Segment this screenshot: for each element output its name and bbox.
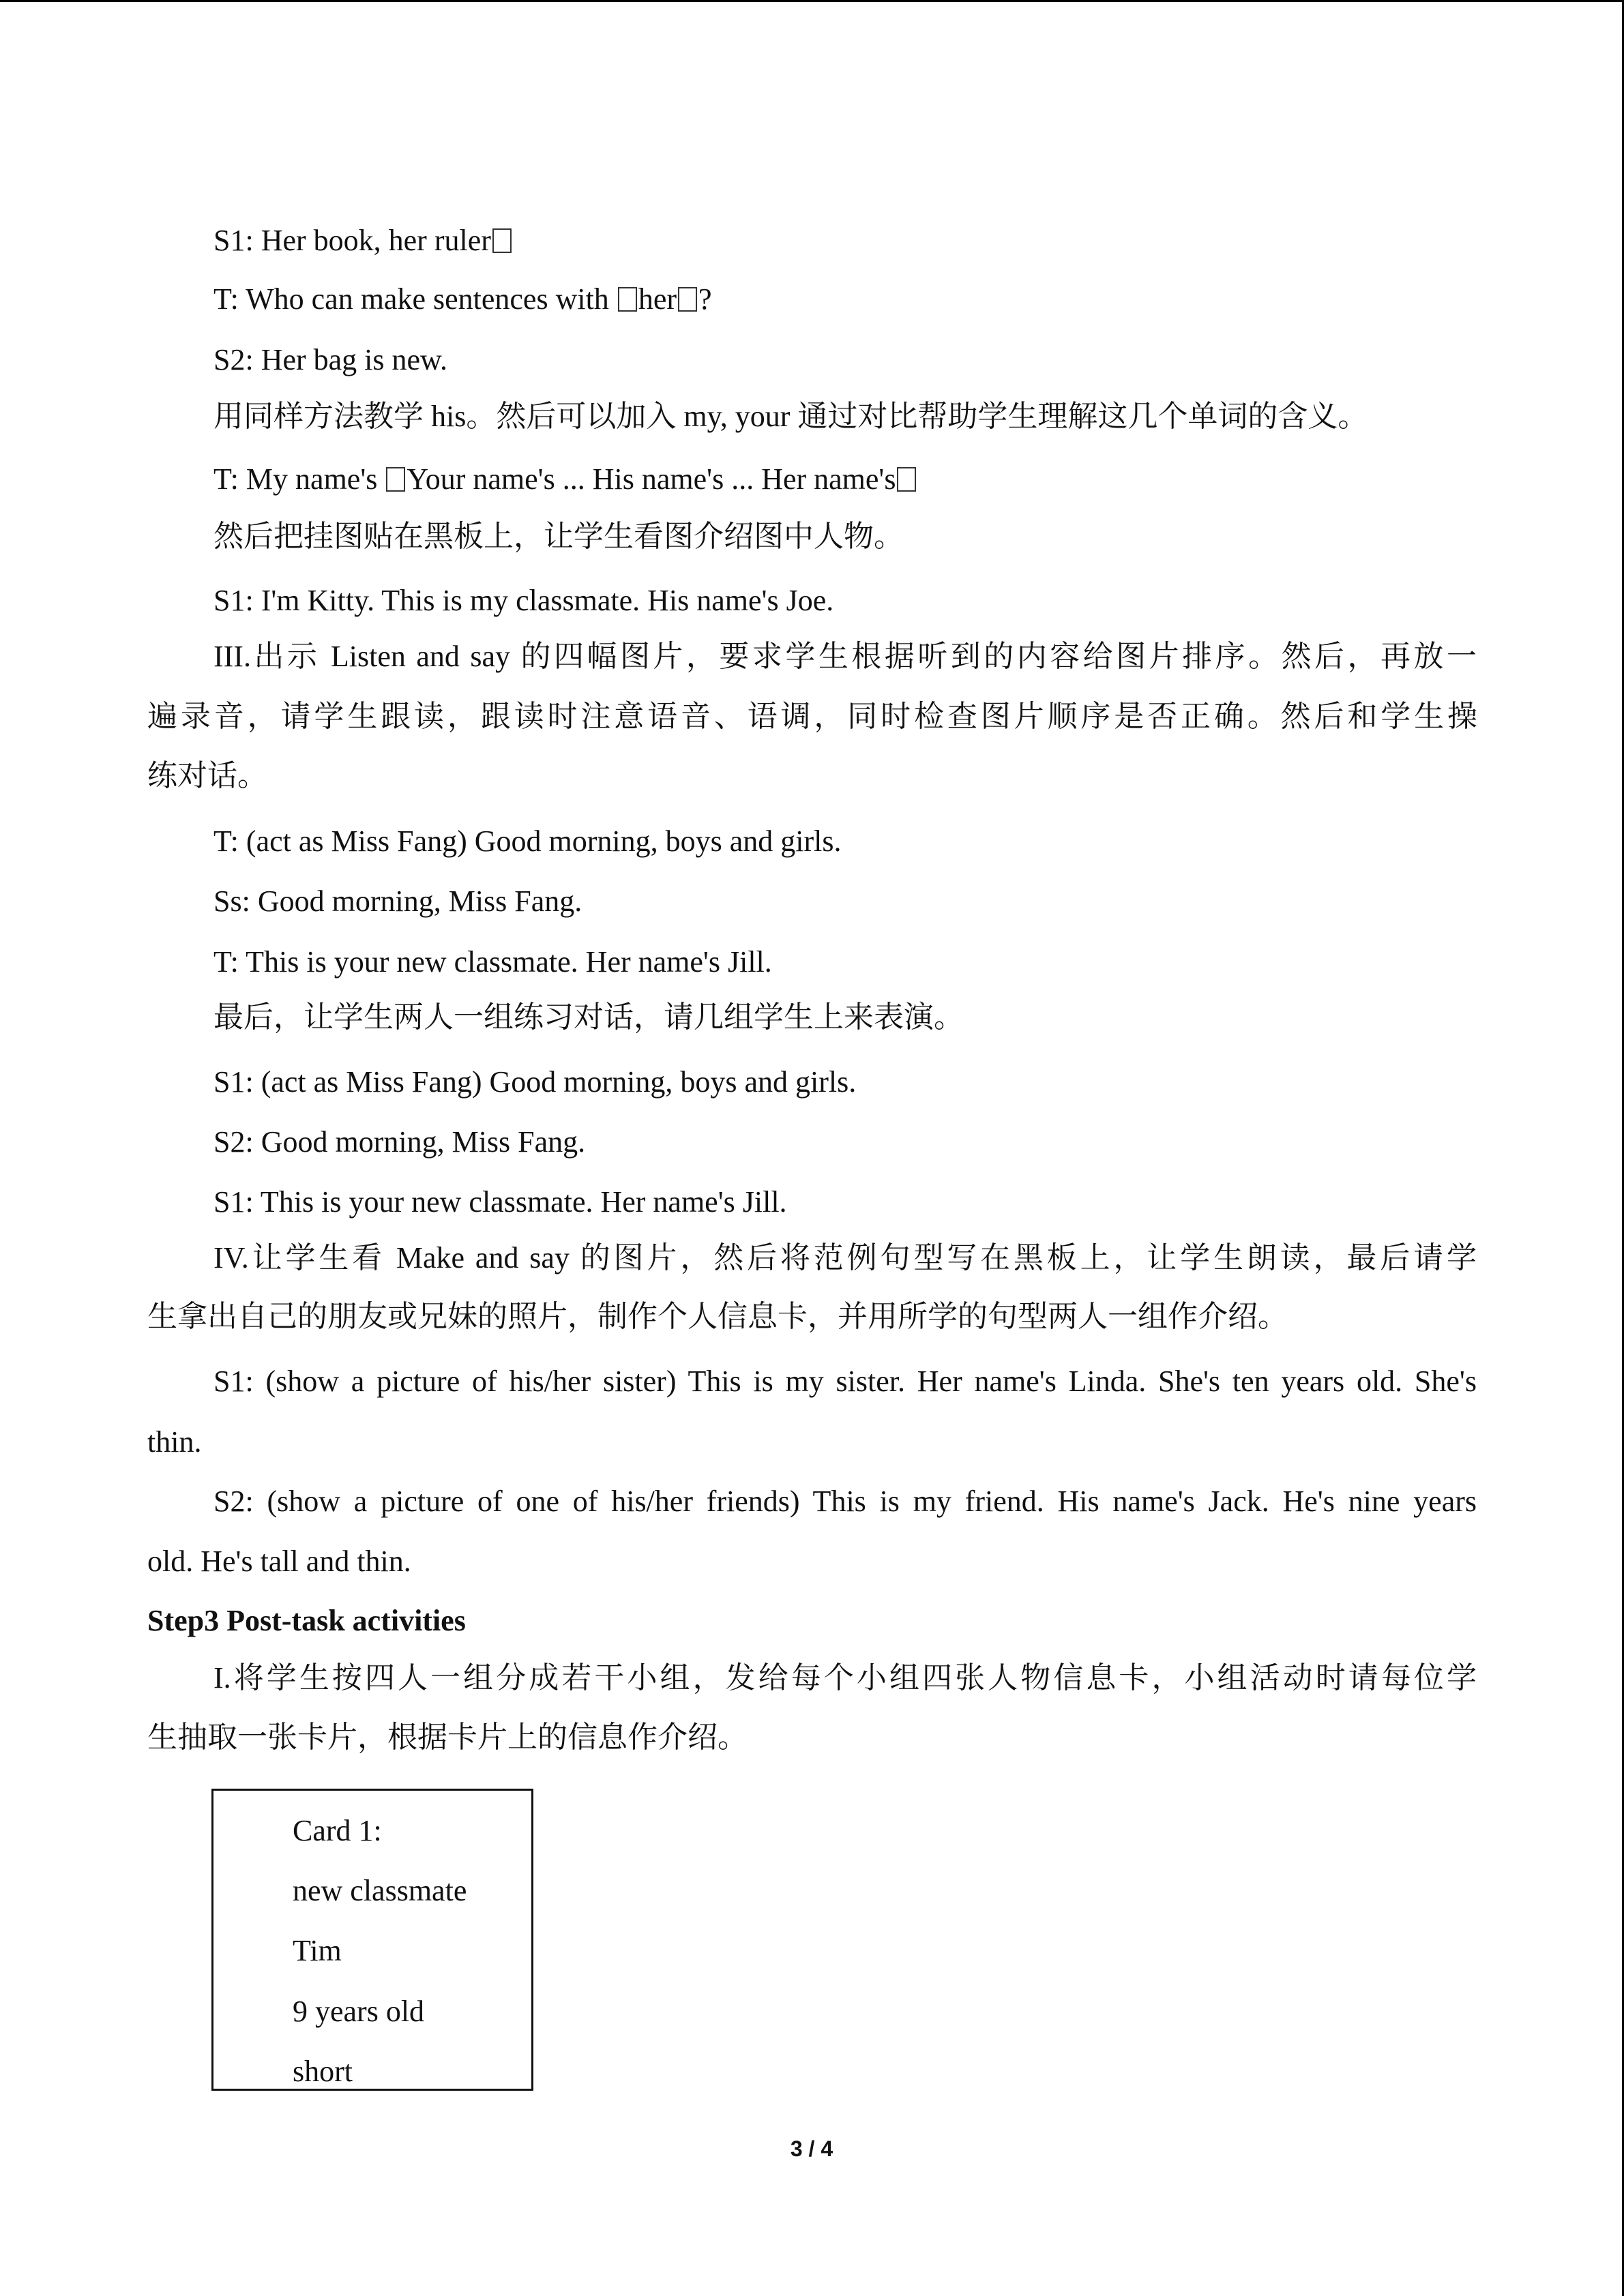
instruction-line: 最后，让学生两人一组练习对话，请几组学生上来表演。 <box>213 1000 964 1034</box>
dialogue-line: old. He's tall and thin. <box>147 1545 411 1578</box>
dialogue-line: S1: I'm Kitty. This is my classmate. His name's Joe. <box>213 584 834 617</box>
instruction-line: 生抽取一张卡片，根据卡片上的信息作介绍。 <box>147 1720 748 1754</box>
instruction-line: 用同样方法教学 his。然后可以加入 my, your 通过对比帮助学生理解这几个单词的含义。 <box>213 400 1368 433</box>
instruction-line: 然后把挂图贴在黑板上，让学生看图介绍图中人物。 <box>213 520 904 553</box>
card-title: Card 1: <box>293 1814 382 1847</box>
dialogue-line: S2: Good morning, Miss Fang. <box>213 1125 586 1159</box>
missing-glyph-box <box>678 287 697 312</box>
dialogue-line: T: (act as Miss Fang) Good morning, boys and girls. <box>213 824 842 858</box>
info-card <box>211 1789 533 2091</box>
instruction-line: IV.让学生看 Make and say 的图片，然后将范例句型写在黑板上，让学生朗读，最后请学 <box>213 1241 1477 1274</box>
missing-glyph-box <box>897 467 916 492</box>
dialogue-line: Ss: Good morning, Miss Fang. <box>213 884 582 918</box>
card-item: Tim <box>293 1934 342 1967</box>
instruction-line: III.出示 Listen and say 的四幅图片，要求学生根据听到的内容给图片排序。然后，再放一 <box>213 640 1477 673</box>
instruction-line: 生拿出自己的朋友或兄妹的照片，制作个人信息卡，并用所学的句型两人一组作介绍。 <box>147 1300 1288 1333</box>
dialogue-line: S1: Her book, her ruler <box>213 222 513 260</box>
dialogue-line: T: My name's Your name's ... His name's ... Her name's <box>213 460 917 498</box>
dialogue-line: S1: (act as Miss Fang) Good morning, boys and girls. <box>213 1065 857 1099</box>
instruction-line: I.将学生按四人一组分成若干小组，发给每个小组四张人物信息卡，小组活动时请每位学 <box>213 1661 1477 1695</box>
dialogue-line: T: This is your new classmate. Her name's Jill. <box>213 945 772 979</box>
card-item: 9 years old <box>293 1995 425 2028</box>
instruction-line: 遍录音，请学生跟读，跟读时注意语音、语调，同时检查图片顺序是否正确。然后和学生操 <box>147 700 1477 733</box>
section-heading: Step3 Post-task activities <box>147 1604 466 1637</box>
missing-glyph-box <box>618 287 637 312</box>
page-number: 3 / 4 <box>790 2136 833 2161</box>
dialogue-line: S2: Her bag is new. <box>213 343 447 376</box>
dialogue-line: thin. <box>147 1425 202 1459</box>
instruction-line: 练对话。 <box>147 759 267 792</box>
card-item: new classmate <box>293 1874 467 1907</box>
dialogue-line: S2: (show a picture of one of his/her friends) This is my friend. His name's Jack. He's nine years <box>213 1485 1477 1518</box>
dialogue-line: S1: (show a picture of his/her sister) This is my sister. Her name's Linda. She's ten years old. She's <box>213 1365 1477 1398</box>
dialogue-line: T: Who can make sentences with her ? <box>213 282 712 316</box>
card-item: short <box>293 2055 353 2088</box>
missing-glyph-box <box>492 228 512 253</box>
missing-glyph-box <box>386 467 405 492</box>
dialogue-line: S1: This is your new classmate. Her name's Jill. <box>213 1185 787 1219</box>
